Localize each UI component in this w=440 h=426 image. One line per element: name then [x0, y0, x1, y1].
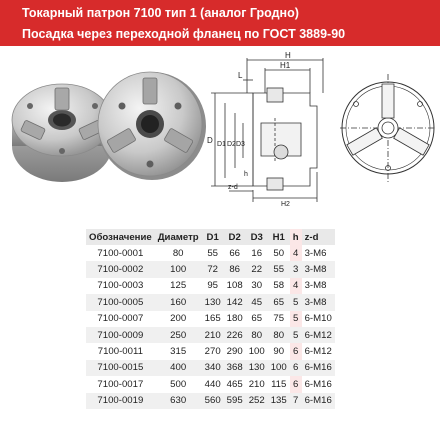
- table-cell: 125: [170, 280, 187, 292]
- table-cell: 5: [290, 294, 302, 310]
- table-cell: 130: [246, 360, 268, 376]
- table-cell: 200: [170, 313, 187, 325]
- table-cell: 108: [226, 280, 243, 292]
- table-cell: 560: [202, 393, 224, 409]
- table-cell: 86: [224, 261, 246, 277]
- table-cell: 226: [224, 327, 246, 343]
- table-cell: 6-M16: [302, 393, 335, 409]
- table-cell: 7100-0001: [97, 247, 144, 259]
- label-D1: D1: [217, 141, 226, 148]
- table-cell: 130: [202, 294, 224, 310]
- table-cell: 100: [268, 360, 290, 376]
- table-cell: 135: [268, 393, 290, 409]
- table-cell: 100: [155, 261, 202, 277]
- table-cell: 340: [202, 360, 224, 376]
- table-cell: 80: [246, 327, 268, 343]
- table-cell: 270: [204, 346, 221, 358]
- table-cell: 3-M8: [304, 280, 327, 292]
- label-H1: H1: [280, 61, 291, 70]
- table-cell: 72: [202, 261, 224, 277]
- column-header: D3: [246, 229, 268, 245]
- table-row: [86, 360, 335, 376]
- table-cell: 7100-0009: [86, 327, 155, 343]
- table-cell: 66: [229, 247, 241, 259]
- table-cell: 6: [290, 343, 302, 359]
- chuck-photo: [0, 48, 210, 198]
- front-view-drawing: [336, 48, 440, 208]
- table-row: [86, 343, 335, 359]
- table-header-row: [86, 229, 335, 245]
- chuck-photo-left: [12, 84, 112, 182]
- column-header: H1: [268, 229, 290, 245]
- table-cell: 440: [204, 378, 221, 390]
- label-zd: z-d: [228, 184, 238, 191]
- table-cell: 400: [155, 360, 202, 376]
- table-cell: 45: [246, 294, 268, 310]
- table-cell: 142: [224, 294, 246, 310]
- table-cell: 7100-0002: [86, 261, 155, 277]
- table-cell: 6-M16: [302, 360, 335, 376]
- label-D2: D2: [227, 141, 236, 148]
- column-header: Обозначение: [86, 229, 155, 245]
- table-cell: 5: [290, 327, 302, 343]
- table-cell: 65: [268, 294, 290, 310]
- table-cell: 7100-0003: [97, 280, 144, 292]
- column-header: h: [290, 229, 302, 245]
- table-cell: 595: [224, 393, 246, 409]
- table-cell: 6-M16: [304, 378, 332, 390]
- table-cell: 75: [273, 313, 285, 325]
- table-cell: 7100-0017: [97, 378, 144, 390]
- table-cell: 95: [207, 280, 218, 292]
- table-cell: 630: [155, 393, 202, 409]
- table-cell: 3-M6: [304, 247, 327, 259]
- table-cell: 6: [290, 360, 302, 376]
- table-row: [86, 245, 335, 261]
- table-cell: 252: [246, 393, 268, 409]
- page-subtitle: Посадка через переходной фланец по ГОСТ 3889-90: [22, 27, 346, 41]
- table-cell: 210: [202, 327, 224, 343]
- title-banner: [0, 0, 440, 46]
- table-row: [86, 327, 335, 343]
- table-cell: 55: [268, 261, 290, 277]
- table-cell: 100: [248, 346, 265, 358]
- table-cell: 465: [226, 378, 243, 390]
- table-cell: 3: [290, 261, 302, 277]
- table-cell: 65: [251, 313, 263, 325]
- table-row: [86, 278, 335, 294]
- table-cell: 4: [290, 245, 302, 261]
- table-cell: 7100-0007: [97, 313, 144, 325]
- table-cell: 6: [290, 376, 302, 392]
- table-cell: 80: [268, 327, 290, 343]
- table-cell: 58: [273, 280, 285, 292]
- table-cell: 7100-0005: [86, 294, 155, 310]
- spec-table: [86, 229, 335, 409]
- table-cell: 250: [155, 327, 202, 343]
- table-cell: 160: [155, 294, 202, 310]
- table-cell: 315: [170, 346, 187, 358]
- table-cell: 500: [170, 378, 187, 390]
- column-header: D2: [224, 229, 246, 245]
- table-cell: 16: [251, 247, 263, 259]
- column-header: z-d: [302, 229, 335, 245]
- label-H: H: [285, 51, 291, 60]
- table-cell: 115: [271, 378, 287, 390]
- table-cell: 90: [273, 346, 285, 358]
- table-cell: 210: [248, 378, 265, 390]
- column-header: D1: [202, 229, 224, 245]
- table-cell: 180: [226, 313, 243, 325]
- label-H2: H2: [281, 201, 290, 208]
- table-cell: 4: [290, 278, 302, 294]
- table-cell: 7100-0011: [97, 346, 143, 358]
- table-cell: 368: [224, 360, 246, 376]
- section-drawing: [205, 48, 335, 208]
- table-cell: 6-M12: [304, 346, 332, 358]
- page-title: Токарный патрон 7100 тип 1 (аналог Гродно): [22, 6, 299, 20]
- table-row: [86, 376, 335, 392]
- table-cell: 5: [290, 311, 302, 327]
- table-row: [86, 261, 335, 277]
- table-cell: 3-M8: [302, 261, 335, 277]
- table-row: [86, 393, 335, 409]
- chuck-photo-right: [98, 72, 206, 180]
- table-cell: 3-M8: [302, 294, 335, 310]
- table-cell: 50: [273, 247, 285, 259]
- label-D: D: [207, 136, 213, 145]
- label-h: h: [244, 171, 248, 178]
- table-row: [86, 311, 335, 327]
- table-cell: 7100-0015: [86, 360, 155, 376]
- table-cell: 55: [207, 247, 218, 259]
- table-cell: 290: [226, 346, 243, 358]
- table-cell: 30: [251, 280, 263, 292]
- table-cell: 7100-0019: [86, 393, 155, 409]
- label-D3: D3: [236, 141, 245, 148]
- table-cell: 7: [290, 393, 302, 409]
- table-cell: 80: [172, 247, 184, 259]
- column-header: Диаметр: [155, 229, 202, 245]
- table-cell: 165: [204, 313, 221, 325]
- label-L: L: [238, 71, 243, 80]
- table-row: [86, 294, 335, 310]
- table-cell: 6-M12: [302, 327, 335, 343]
- table-cell: 6-M10: [304, 313, 332, 325]
- table-cell: 22: [246, 261, 268, 277]
